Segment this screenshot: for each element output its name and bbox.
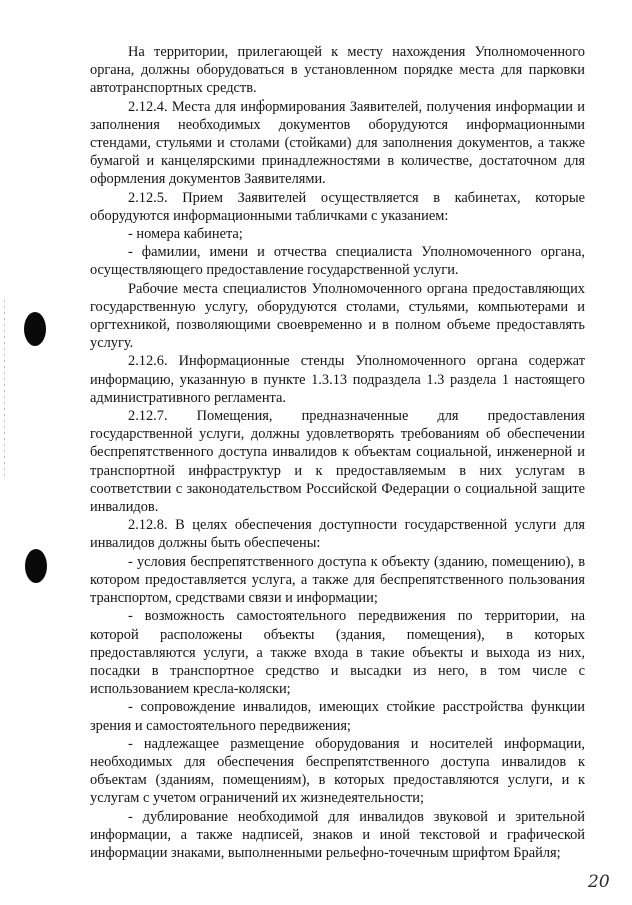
- binding-edge-marks: [4, 300, 5, 480]
- paragraph-parking: На территории, прилегающей к месту нахождения Уполномоченного органа, должны оборудоваться в установленном порядке места для парковки автотранспортных средств.: [90, 44, 585, 97]
- paragraph-2-12-8: 2.12.8. В целях обеспечения доступности государственной услуги для инвалидов должны быть обеспечены:: [90, 517, 585, 552]
- page-number: 20: [588, 872, 610, 892]
- punch-hole-lower: [25, 549, 47, 583]
- punch-hole-upper: [24, 312, 46, 346]
- paragraph-2-12-4: 2.12.4. Места для информирования Заявителей, получения информации и заполнения необходимых документов оборудуются информационными стендами, стульями и столами (стойками) для заполнения документов, а также бумагой и канцелярскими принадлежностями в количестве, достаточном для оформления документов Заявителями.: [90, 98, 585, 188]
- paragraph-2-12-6: 2.12.6. Информационные стенды Уполномоченного органа содержат информацию, указанную в пункте 1.3.13 подраздела 1.3 раздела 1 настоящего административного регламента.: [90, 353, 585, 406]
- paragraph-2-12-7: 2.12.7. Помещения, предназначенные для предоставления государственной услуги, должны удовлетворять требованиям об обеспечении беспрепятственного доступа инвалидов к объектам социальной, инженерной и транспортной инфраструктур и к предоставляемым в них услугам в соответствии с законодательством Российской Федерации о социальной защите инвалидов.: [90, 408, 585, 516]
- paragraph-workplaces: Рабочие места специалистов Уполномоченного органа предоставляющих государственную услугу, оборудуются столами, стульями, компьютерами и оргтехникой, позволяющими своевременно и в полном объеме предоставлять услугу.: [90, 280, 585, 352]
- list-item-movement: - возможность самостоятельного передвижения по территории, на которой расположены объекты (здания, помещения), в которых предоставляются услуги, а также входа в такие объекты и выхода из них, посадки в транспортное средство и высадки из него, в том числе с использованием кресла-коляски;: [90, 608, 585, 698]
- list-item-cabinet-number: - номера кабинета;: [128, 226, 243, 243]
- document-body: [90, 43, 585, 862]
- list-item-equipment-placement: - надлежащее размещение оборудования и носителей информации, необходимых для обеспечения беспрепятственного доступа инвалидов к объектам (зданиям, помещениям), в которых предоставляются услуги, и к услугам с учетом ограничений их жизнедеятельности;: [90, 735, 585, 807]
- list-item-escort: - сопровождение инвалидов, имеющих стойкие расстройства функции зрения и самостоятельного передвижения;: [90, 699, 585, 734]
- list-item-duplication: - дублирование необходимой для инвалидов звуковой и зрительной информации, а также надписей, знаков и иной текстовой и графической информации знаками, выполненными рельефно-точечным шрифтом Брайля;: [90, 808, 585, 861]
- paragraph-2-12-5: 2.12.5. Прием Заявителей осуществляется в кабинетах, которые оборудуются информационными табличками с указанием:: [90, 189, 585, 224]
- list-item-access-conditions: - условия беспрепятственного доступа к объекту (зданию, помещению), в котором предоставляется услуга, а также для беспрепятственного пользования транспортом, средствами связи и информации;: [90, 553, 585, 607]
- list-item-specialist-name: - фамилии, имени и отчества специалиста Уполномоченного органа, осуществляющего предоставление государственной услуги.: [90, 244, 585, 279]
